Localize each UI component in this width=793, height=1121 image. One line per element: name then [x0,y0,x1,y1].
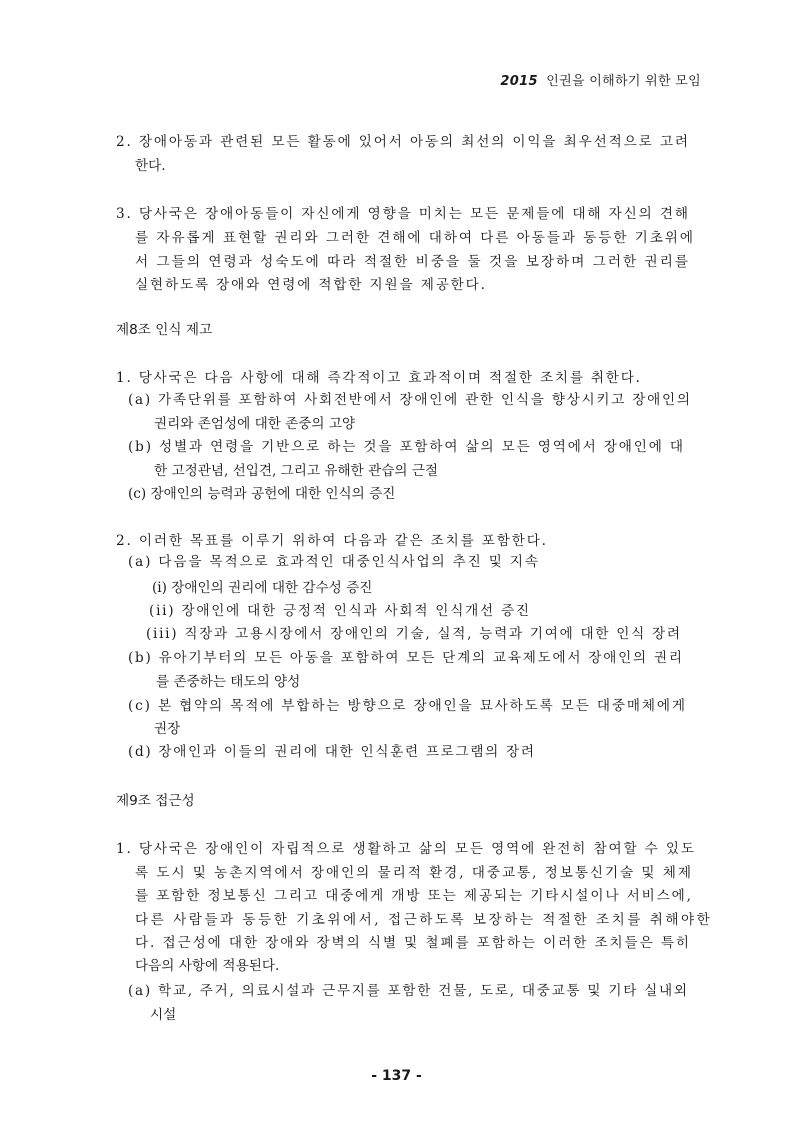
text-line: 2. 장애아동과 관련된 모든 활동에 있어서 아동의 최선의 이익을 최우선적으로 고려 [116,134,690,150]
text-line: 1. 당사국은 다음 사항에 대해 즉각적이고 효과적이며 적절한 조치를 취한다. [116,370,642,386]
text-line: 를 포함한 정보통신 그리고 대중에게 개방 또는 제공되는 기타시설이나 서비스에, [135,888,693,904]
text-line: 2. 이러한 목표를 이루기 위하여 다음과 같은 조치를 포함한다. [116,533,548,549]
text-line: 다음의 사항에 적용된다. [135,958,280,974]
text-line: 시설 [150,1007,177,1023]
text-line: (c) 장애인의 능력과 공헌에 대한 인식의 증진 [128,486,396,502]
text-line: 권리와 존엄성에 대한 존중의 고양 [154,416,356,432]
text-line: (a) 다음을 목적으로 효과적인 대중인식사업의 추진 및 지속 [128,554,540,570]
text-line: (a) 가족단위를 포함하여 사회전반에서 장애인에 관한 인식을 향상시키고 장애인의 [128,392,692,408]
text-line: 한 고정관념, 선입견, 그리고 유해한 관습의 근절 [154,463,439,479]
text-line: 한다. [135,158,166,174]
section-heading: 제9조 접근성 [116,793,195,809]
text-line: 서 그들의 연령과 성숙도에 따라 적절한 비중을 둘 것을 보장하며 그러한 권리를 [135,254,691,270]
text-line: 1. 당사국은 장애인이 자립적으로 생활하고 삶의 모든 영역에 완전히 참여할 수 있도 [116,841,696,857]
text-line: 를 자유롭게 표현할 권리와 그러한 견해에 대하여 다른 아동들과 동등한 기초위에 [135,230,695,246]
text-line: 권장 [154,721,181,737]
text-line: 를 존중하는 태도의 양성 [156,674,301,690]
text-line: (b) 유아기부터의 모든 아동을 포함하여 모든 단계의 교육제도에서 장애인의 권리 [128,650,684,666]
text-line: 다. 접근성에 대한 장애와 장벽의 식별 및 철폐를 포함하는 이러한 조치들은 특히 [135,935,691,951]
text-line: (iii) 직장과 고용시장에서 장애인의 기술, 실적, 능력과 기여에 대한 인식 장려 [146,626,682,642]
text-line: 다른 사람들과 동등한 기초위에서, 접근하도록 보장하는 적절한 조치를 취해야한 [135,912,713,928]
text-line: 3. 당사국은 장애아동들이 자신에게 영향을 미치는 모든 문제들에 대해 자신의 견해 [116,206,690,222]
section-heading: 제8조 인식 제고 [116,322,213,338]
text-line: 록 도시 및 농촌지역에서 장애인의 물리적 환경, 대중교통, 정보통신기술 및 체제 [135,865,693,881]
running-header [500,70,701,89]
page-number: - 137 - [371,1068,422,1084]
text-line: (b) 성별과 연령을 기반으로 하는 것을 포함하여 삶의 모든 영역에서 장애인에 대 [128,439,685,455]
text-line: (ii) 장애인에 대한 긍정적 인식과 사회적 인식개선 증진 [149,603,531,619]
text-line: (d) 장애인과 이들의 권리에 대한 인식훈련 프로그램의 장려 [128,744,536,760]
text-line: (a) 학교, 주거, 의료시설과 근무지를 포함한 건물, 도로, 대중교통 및 기타 실내외 [128,983,689,999]
header-year: 2015 [500,74,538,89]
text-line: (c) 본 협약의 목적에 부합하는 방향으로 장애인을 묘사하도록 모든 대중매체에게 [128,698,687,714]
text-line: 실현하도록 장애와 연령에 적합한 지원을 제공한다. [135,277,487,293]
header-title: 인권을 이해하기 위한 모임 [546,74,701,89]
text-line: (i) 장애인의 권리에 대한 감수성 증진 [152,580,373,596]
